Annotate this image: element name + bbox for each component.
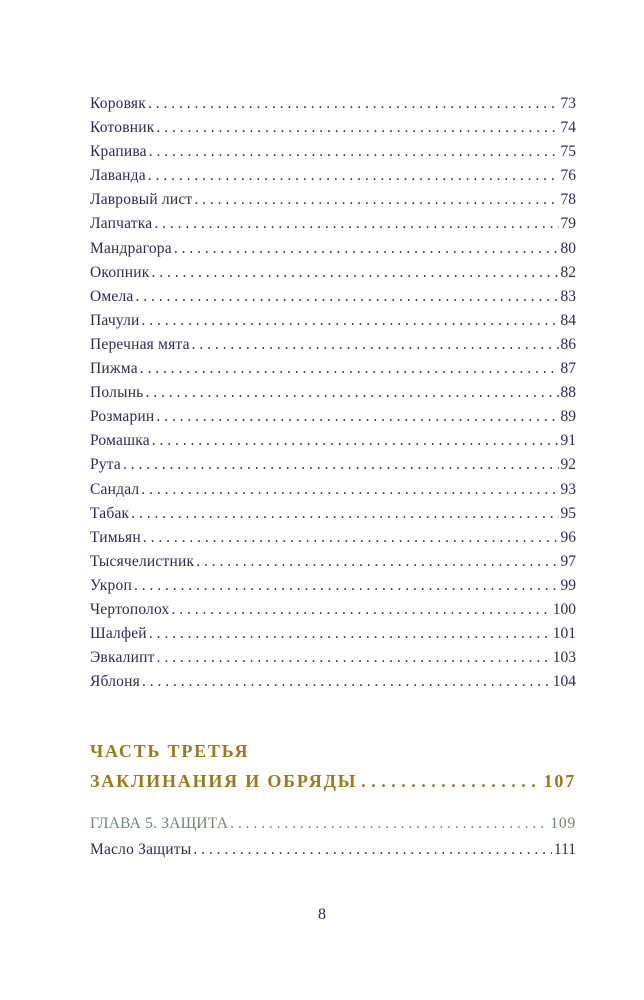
- toc-entry-label: Перечная мята: [90, 335, 190, 353]
- chapter-heading[interactable]: [90, 812, 576, 836]
- toc-entry-label: Окопник: [90, 263, 150, 281]
- chapter-title: ГЛАВА 5. ЗАЩИТА: [90, 815, 229, 832]
- dot-leader: [143, 526, 559, 550]
- toc-entry[interactable]: [90, 574, 576, 598]
- toc-entry[interactable]: [90, 622, 576, 646]
- part-heading[interactable]: [90, 736, 576, 796]
- toc-entry[interactable]: [90, 261, 576, 285]
- toc-entry-page: 111: [553, 841, 576, 858]
- toc-entry-label: Пижма: [90, 360, 138, 378]
- toc-entry[interactable]: [90, 381, 576, 405]
- toc-entry[interactable]: [90, 598, 576, 622]
- dot-leader: [142, 670, 551, 694]
- toc-entry-page: 101: [552, 625, 576, 643]
- dot-leader: [157, 646, 551, 670]
- toc-entry-label: Котовник: [90, 119, 155, 137]
- toc-entry-label: Розмарин: [90, 408, 155, 426]
- dot-leader: [154, 212, 558, 236]
- toc-entry-page: 100: [552, 600, 576, 618]
- page-number: 8: [318, 906, 326, 923]
- toc-entry[interactable]: [90, 237, 576, 261]
- chapter-page: 109: [550, 815, 576, 832]
- toc-entry[interactable]: [90, 550, 576, 574]
- toc-entry-label: Шалфей: [90, 625, 147, 643]
- toc-entry[interactable]: [90, 285, 576, 309]
- dot-leader: [193, 838, 552, 862]
- part-title: ЗАКЛИНАНИЯ И ОБРЯДЫ: [90, 771, 358, 791]
- toc-entry-label: Чертополох: [90, 600, 170, 618]
- toc-entry[interactable]: [90, 333, 576, 357]
- toc-entry-label: Сандал: [90, 480, 140, 498]
- part-page: 107: [543, 771, 576, 791]
- toc-entry-label: Лавровый лист: [90, 191, 193, 209]
- toc-entry-label: Коровяк: [90, 95, 146, 112]
- toc-entry-page: 104: [552, 673, 576, 691]
- dot-leader: [148, 92, 559, 116]
- toc-entry[interactable]: [90, 405, 576, 429]
- toc-entry-label: Пачули: [90, 311, 140, 329]
- toc-entry[interactable]: [90, 164, 576, 188]
- toc-entry-label: Тысячелистник: [90, 552, 195, 570]
- toc-entry[interactable]: [90, 670, 576, 694]
- toc-entry-page: 86: [560, 335, 576, 353]
- dot-leader: [361, 766, 539, 796]
- toc-entry-label: Рута: [90, 456, 122, 474]
- dot-leader: [194, 188, 558, 212]
- toc-entry-page: 80: [560, 239, 576, 257]
- toc-entry-page: 75: [560, 143, 576, 161]
- toc-entry[interactable]: [90, 502, 576, 526]
- toc-entry-page: 74: [560, 119, 576, 137]
- toc-entry-page: 88: [560, 384, 576, 402]
- dot-leader: [131, 502, 558, 526]
- part-title-line: [90, 736, 576, 766]
- toc-entry[interactable]: [90, 188, 576, 212]
- dot-leader: [152, 429, 559, 453]
- toc-entry[interactable]: [90, 92, 576, 116]
- dot-leader: [148, 164, 559, 188]
- toc-entry-label: Полынь: [90, 384, 144, 402]
- toc-entry-page: 97: [560, 552, 576, 570]
- toc-entry-page: 73: [560, 95, 576, 112]
- toc-entry-page: 84: [560, 311, 576, 329]
- toc-entry-page: 79: [560, 215, 576, 233]
- chapter-entries: [90, 838, 576, 862]
- toc-entry-page: 82: [560, 263, 576, 281]
- dot-leader: [174, 237, 559, 261]
- toc-entry-page: 95: [560, 504, 576, 522]
- toc-entry[interactable]: [90, 478, 576, 502]
- toc-entry[interactable]: [90, 526, 576, 550]
- toc-entry-label: Эвкалипт: [90, 649, 155, 667]
- toc-entry-label: Мандрагора: [90, 239, 172, 257]
- toc-entry-page: 96: [560, 528, 576, 546]
- dot-leader: [145, 381, 558, 405]
- toc-entry-page: 91: [560, 432, 576, 450]
- toc-entry-label: Масло Защиты: [90, 841, 192, 858]
- dot-leader: [230, 812, 548, 836]
- toc-entry-label: Лапчатка: [90, 215, 153, 233]
- toc-entry[interactable]: [90, 646, 576, 670]
- part-number: ЧАСТЬ ТРЕТЬЯ: [90, 741, 250, 761]
- toc-entry-page: 99: [560, 576, 576, 594]
- toc-entry[interactable]: [90, 309, 576, 333]
- toc-entry-page: 87: [560, 360, 576, 378]
- dot-leader: [140, 357, 559, 381]
- toc-entry[interactable]: [90, 838, 576, 862]
- dot-leader: [149, 140, 559, 164]
- toc-entry[interactable]: [90, 357, 576, 381]
- dot-leader: [192, 333, 559, 357]
- toc-entry-label: Тимьян: [90, 528, 141, 546]
- dot-leader: [156, 405, 558, 429]
- part-subtitle-line: [90, 766, 576, 796]
- toc-entry[interactable]: [90, 212, 576, 236]
- toc-entry-page: 103: [552, 649, 576, 667]
- chapter-row: [90, 812, 576, 836]
- dot-leader: [156, 116, 558, 140]
- dot-leader: [196, 550, 558, 574]
- dot-leader: [172, 598, 551, 622]
- toc-entry-label: Укроп: [90, 576, 132, 594]
- dot-leader: [142, 309, 559, 333]
- toc-entry-label: Лаванда: [90, 167, 146, 185]
- toc-entry-label: Омела: [90, 287, 134, 305]
- toc-entry[interactable]: [90, 116, 576, 140]
- toc-entry-page: 78: [560, 191, 576, 209]
- toc-entry-label: Ромашка: [90, 432, 150, 450]
- dot-leader: [141, 478, 558, 502]
- toc-entry-label: Яблоня: [90, 673, 140, 691]
- toc-entry[interactable]: [90, 140, 576, 164]
- dot-leader: [123, 453, 558, 477]
- toc-entry-page: 76: [560, 167, 576, 185]
- toc-entry-page: 93: [560, 480, 576, 498]
- dot-leader: [149, 622, 551, 646]
- toc-entry[interactable]: [90, 429, 576, 453]
- toc-entry-page: 92: [560, 456, 576, 474]
- toc-entry-page: 83: [560, 287, 576, 305]
- toc-entry-page: 89: [560, 408, 576, 426]
- dot-leader: [152, 261, 559, 285]
- table-of-contents: [90, 92, 576, 694]
- dot-leader: [134, 574, 559, 598]
- toc-entry-label: Крапива: [90, 143, 147, 161]
- toc-entry[interactable]: [90, 453, 576, 477]
- toc-entry-label: Табак: [90, 504, 130, 522]
- dot-leader: [136, 285, 559, 309]
